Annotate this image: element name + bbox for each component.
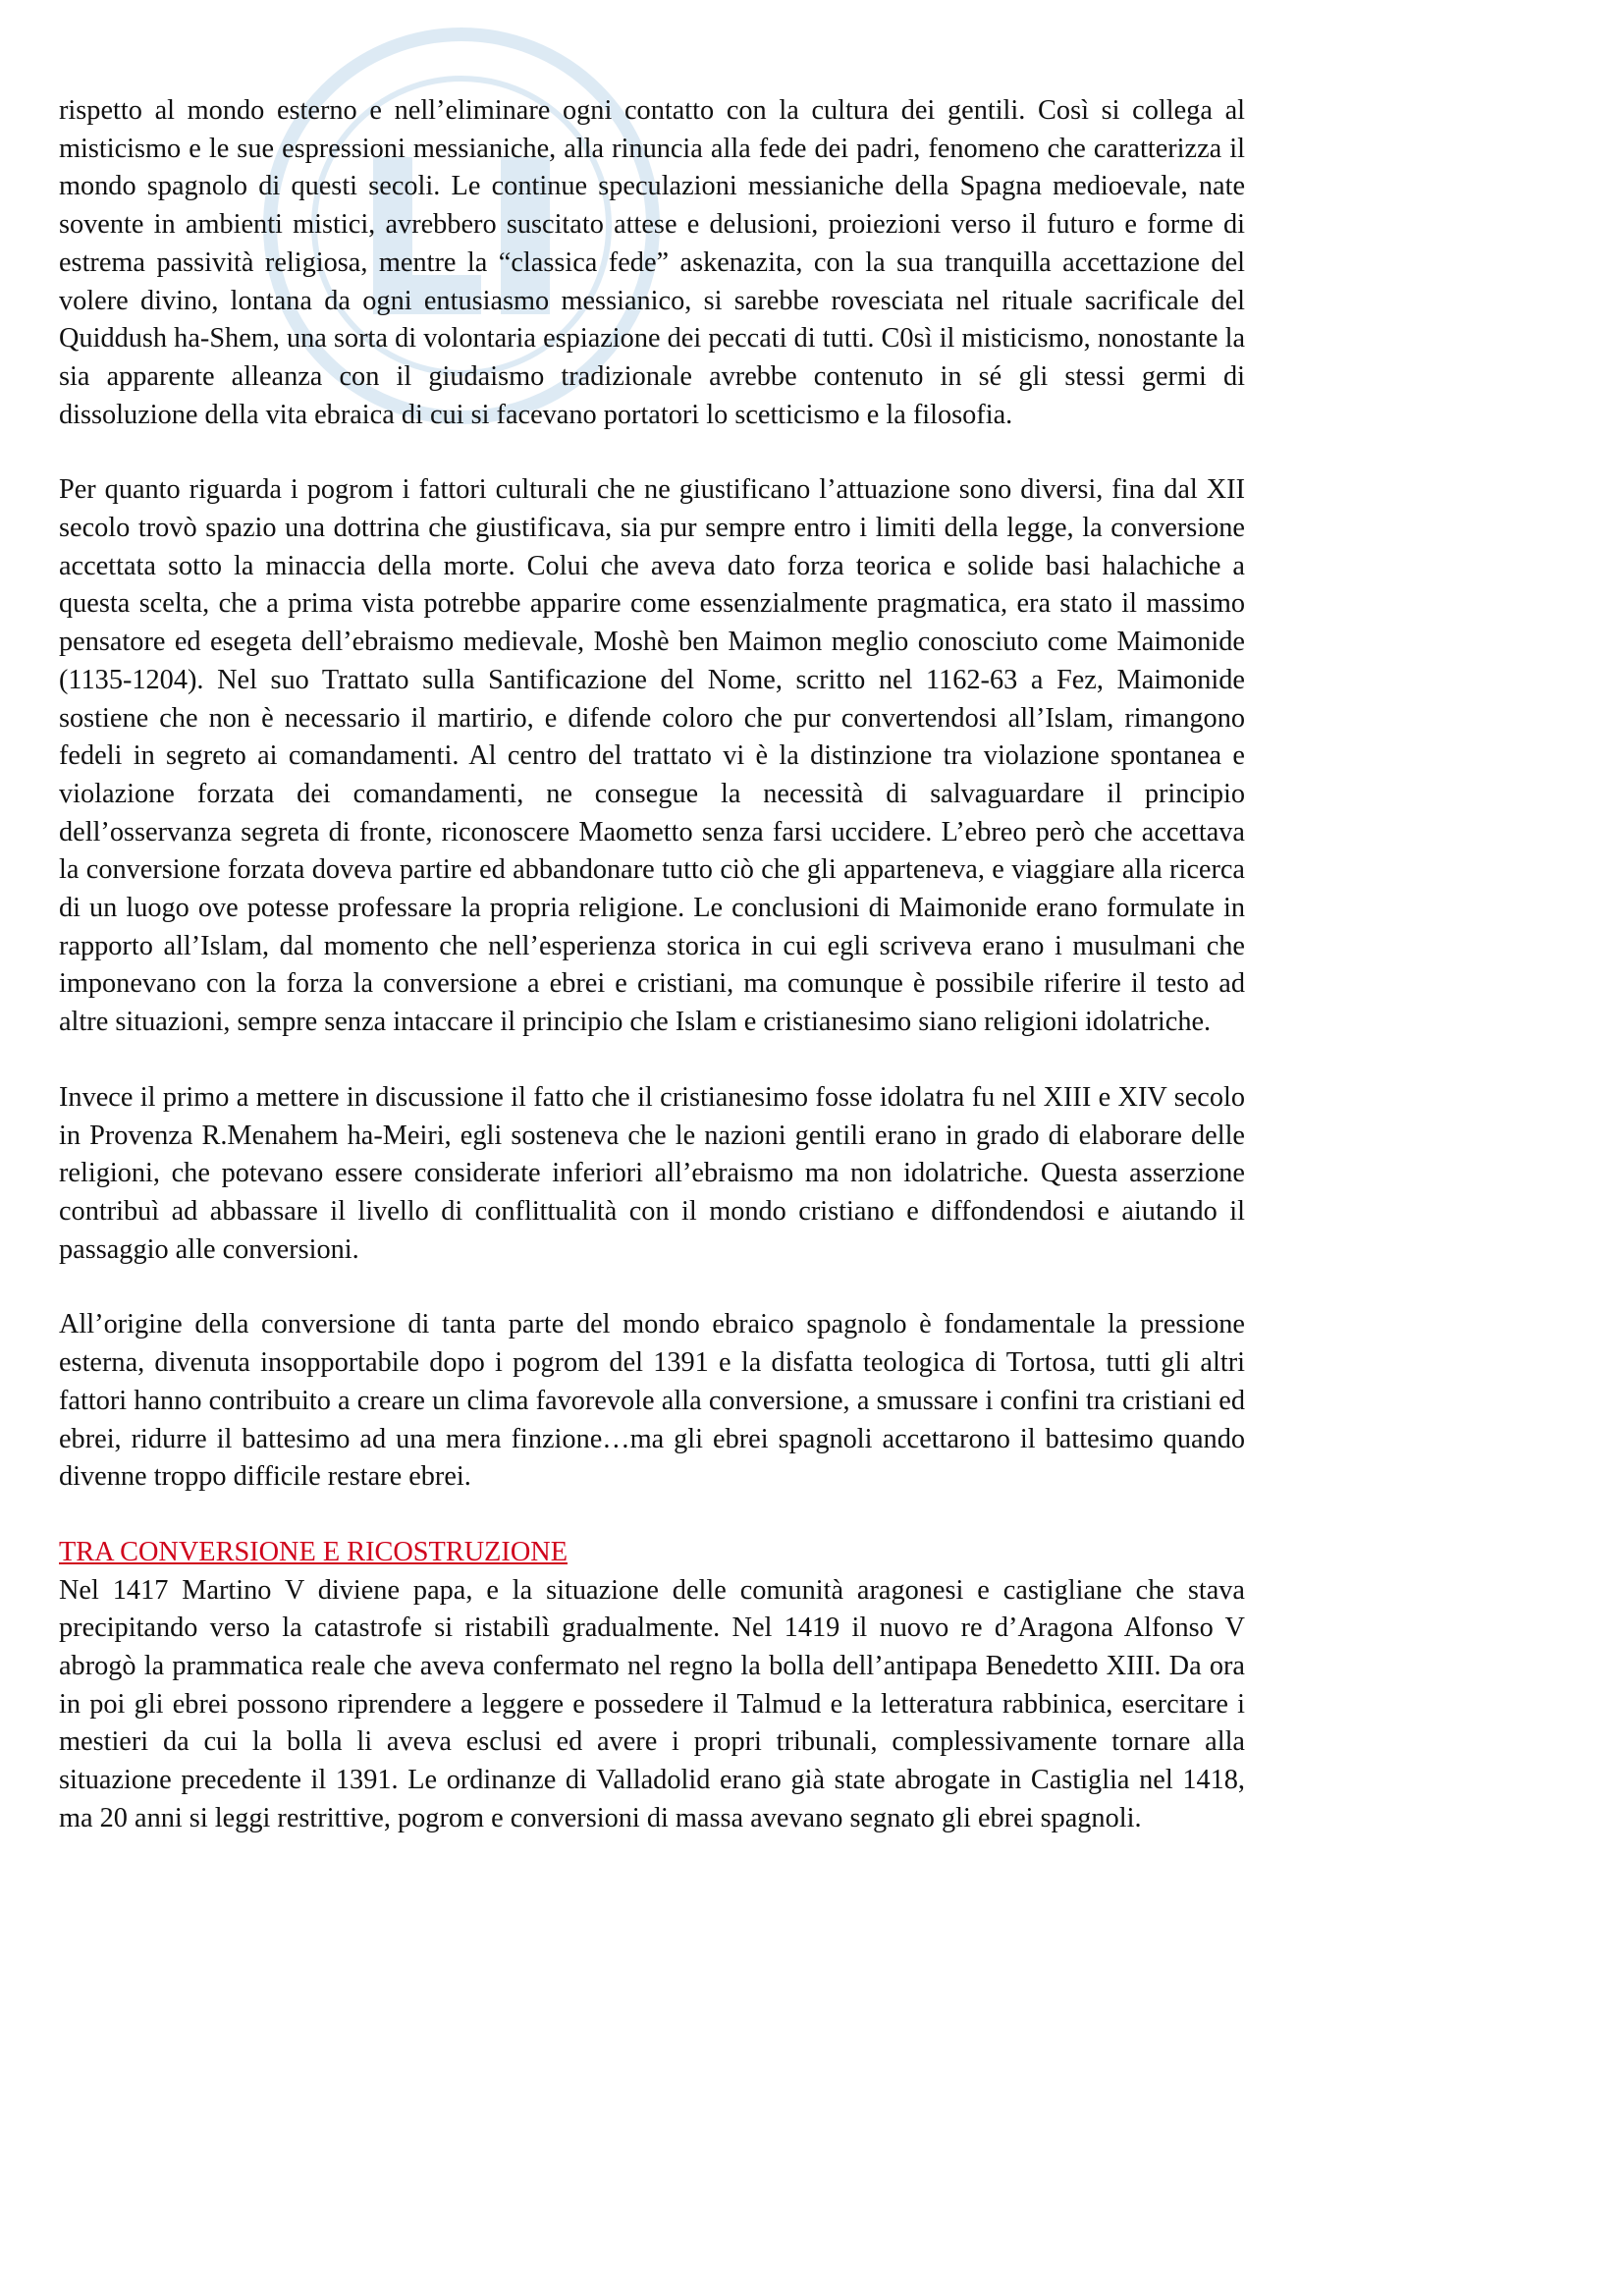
paragraph-1: rispetto al mondo esterno e nell’eliminare ogni contatto con la cultura dei gentili. Così si collega al misticismo e le sue espressioni messianiche, alla rinuncia alla fede dei padri, fenomeno che caratterizza il mondo spagnolo di questi secoli. Le continue speculazioni messianiche della Spagna medioevale, nate sovente in ambienti mistici, avrebbero suscitato attese e delusioni, proiezioni verso il futuro e forme di estrema passività religiosa, mentre la “classica fede” askenazita, con la sua tranquilla accettazione del volere divino, lontana da ogni entusiasmo messianico, si sarebbe rovesciata nel rituale sacrificale del Quiddush ha-Shem, una sorta di volontaria espiazione dei peccati di tutti. C0sì il misticismo, nonostante la sia apparente alleanza con il giudaismo tradizionale avrebbe contenuto in sé gli stessi germi di dissoluzione della vita ebraica di cui si facevano portatori lo scetticismo e la filosofia.	[59, 95, 1245, 430]
section-paragraph: Nel 1417 Martino V diviene papa, e la situazione delle comunità aragonesi e castigliane che stava precipitando verso la catastrofe si ristabilì gradualmente. Nel 1419 il nuovo re d’Aragona Alfonso V abrogò la prammatica reale che aveva confermato nel regno la bolla dell’antipapa Benedetto XIII. Da ora in poi gli ebrei possono riprendere a leggere e possedere il Talmud e la letteratura rabbinica, esercitare i mestieri da cui la bolla li aveva esclusi ed avere i propri tribunali, complessivamente tornare alla situazione precedente il 1391. Le ordinanze di Valladolid erano già state abrogate in Castiglia nel 1418, ma 20 anni si leggi restrittive, pogrom e conversioni di massa avevano segnato gli ebrei spagnoli.	[59, 1574, 1245, 1833]
paragraph-3: Invece il primo a mettere in discussione il fatto che il cristianesimo fosse idolatra fu nel XIII e XIV secolo in Provenza R.Menahem ha-Meiri, egli sosteneva che le nazioni gentili erano in grado di elaborare delle religioni, che potevano essere considerate inferiori all’ebraismo ma non idolatriche. Questa asserzione contribuì ad abbassare il livello di conflittualità con il mondo cristiano e diffondendosi e aiutando il passaggio alle conversioni.	[59, 1081, 1245, 1265]
paragraph-4: All’origine della conversione di tanta parte del mondo ebraico spagnolo è fondamentale la pressione esterna, divenuta insopportabile dopo i pogrom del 1391 e la disfatta teologica di Tortosa, tutti gli altri fattori hanno contribuito a creare un clima favorevole alla conversione, a smussare i confini tra cristiani ed ebrei, ridurre il battesimo ad una mera finzione…ma gli ebrei spagnoli accettarono il battesimo quando divenne troppo difficile restare ebrei.	[59, 1309, 1245, 1493]
section-heading: TRA CONVERSIONE E RICOSTRUZIONE	[59, 1536, 568, 1567]
document-page	[59, 92, 1245, 1876]
paragraph-2: Per quanto riguarda i pogrom i fattori culturali che ne giustificano l’attuazione sono diversi, fina dal XII secolo trovò spazio una dottrina che giustificava, sia pur sempre entro i limiti della legge, la conversione accettata sotto la minaccia della morte. Colui che aveva dato forza teorica e solide basi halachiche a questa scelta, che a prima vista potrebbe apparire come essenzialmente pragmatica, era stato il massimo pensatore ed esegeta dell’ebraismo medievale, Moshè ben Maimon meglio conosciuto come Maimonide (1135-1204). Nel suo Trattato sulla Santificazione del Nome, scritto nel 1162-63 a Fez, Maimonide sostiene che non è necessario il martirio, e difende coloro che pur convertendosi all’Islam, rimangono fedeli in segreto ai comandamenti. Al centro del trattato vi è la distinzione tra violazione spontanea e violazione forzata dei comandamenti, ne consegue la necessità di salvaguardare il principio dell’osservanza segreta di fronte, riconoscere Maometto senza farsi uccidere. L’ebreo però che accettava la conversione forzata doveva partire ed abbandonare tutto ciò che gli apparteneva, e viaggiare alla ricerca di un luogo ove potesse professare la propria religione. Le conclusioni di Maimonide erano formulate in rapporto all’Islam, dal momento che nell’esperienza storica in cui egli scriveva erano i musulmani che imponevano con la forza la conversione a ebrei e cristiani, ma comunque è possibile riferire il testo ad altre situazioni, sempre senza intaccare il principio che Islam e cristianesimo siano religioni idolatriche.	[59, 474, 1245, 1038]
